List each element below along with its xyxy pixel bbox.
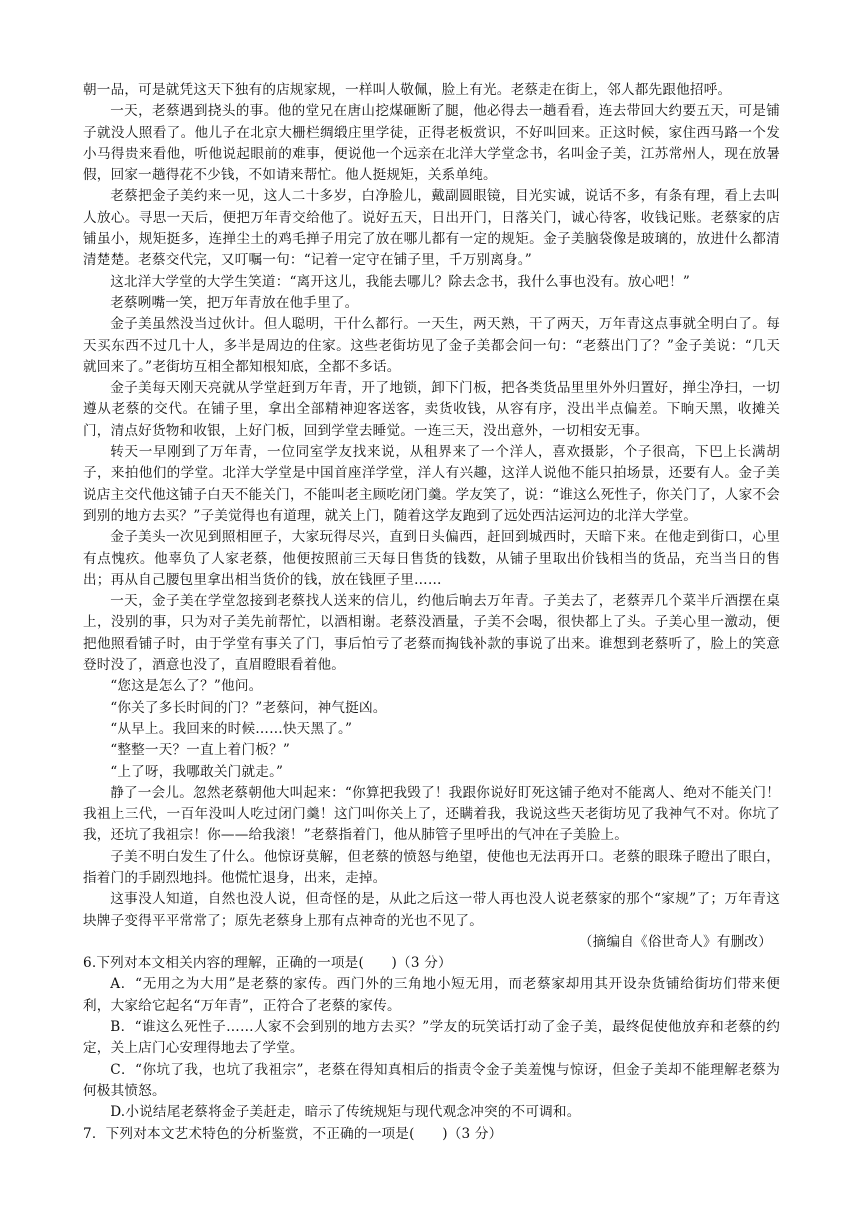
source-citation: （摘编自《俗世奇人》有删改）	[578, 933, 772, 950]
dialog-line-4: “整整一天？一直上着门板？”	[110, 742, 291, 759]
question-6-option-d: D.小说结尾老蔡将金子美赶走，暗示了传统规矩与现代观念冲突的不可调和。	[110, 1104, 581, 1121]
dialog-line-5: “上了呀，我哪敢关门就走。”	[110, 763, 284, 780]
question-7-stem: 7．下列对本文艺术特色的分析鉴赏，不正确的一项是( )（3 分）	[83, 1125, 503, 1142]
paragraph-15: 静了一会儿。忽然老蔡朝他大叫起来：“你算把我毁了！我跟你说好盯死这铺子绝对不能离人、绝对不能关门！我祖上三代，一百年没叫人吃过闭门羹！这门叫你关上了，还瞒着我，我说这些天老街坊见了我神气不对。你坑了我，还坑了我祖宗！你——给我滚！”老蔡指着门，他从肺管子里呼出的气冲在子美脸上。	[83, 784, 780, 844]
question-6-option-a: A．“无用之为大用”是老蔡的家传。西门外的三角地小短无用，而老蔡家却用其开设杂货铺给街坊们带来便利，大家给它起名“万年青”，正符合了老蔡的家传。	[83, 976, 780, 1014]
dialog-line-2: “你关了多长时间的门？”老蔡问，神气挺凶。	[110, 699, 387, 716]
question-6-stem: 6.下列对本文相关内容的理解，正确的一项是( )（3 分）	[83, 955, 452, 972]
paragraph-7: 转天一早刚到了万年青，一位同室学友找来说，从租界来了一个洋人，喜欢摄影，个子很高，下巴上长满胡子，来拍他们的学堂。北洋大学堂是中国首座洋学堂，洋人有兴趣，这洋人说他不能只拍场景，还要有人。金子美说店主交代他这铺子白天不能关门，不能叫老主顾吃闭门羹。学友笑了，说：“谁这么死性子，你关门了，人家不会到别的地方去买？”子美觉得也有道理，就关上门，随着这学友跑到了远处西沽运河边的北洋大学堂。	[83, 444, 780, 524]
paragraph-8: 金子美头一次见到照相匣子，大家玩得尽兴，直到日头偏西，赶回到城西时，天暗下来。在他走到街口，心里有点愧疚。他辜负了人家老蔡，他便按照前三天每日售货的钱数，从铺子里取出价钱相当的货品，充当当日的售出；再从自己腰包里拿出相当货价的钱，放在钱匣子里……	[83, 529, 780, 588]
paragraph-16: 子美不明白发生了什么。他惊讶莫解，但老蔡的愤怒与绝望，使他也无法再开口。老蔡的眼珠子瞪出了眼白，指着门的手剧烈地抖。他慌忙退身，出来，走掉。	[83, 848, 780, 886]
question-6-option-b: B．“谁这么死性子……人家不会到别的地方去买？”学友的玩笑话打动了金子美，最终促使他放弃和老蔡的约定，关上店门心安理得地去了学堂。	[83, 1019, 780, 1057]
paragraph-9: 一天，金子美在学堂忽接到老蔡找人送来的信儿，约他后晌去万年青。子美去了，老蔡弄几个菜半斤酒摆在桌上，没别的事，只为对子美先前帮忙，以酒相谢。老蔡没酒量，子美不会喝，很快都上了头。子美心里一激动，便把他照看铺子时，由于学堂有事关了门，事后怕亏了老蔡而掏钱补款的事说了出来。谁想到老蔡听了，脸上的笑意登时没了，酒意也没了，直眉瞪眼看着他。	[83, 593, 780, 674]
paragraph-4: 老蔡咧嘴一笑，把万年青放在他手里了。	[110, 294, 359, 311]
paragraph-5: 金子美虽然没当过伙计。但人聪明，干什么都行。一天生，两天熟，干了两天，万年青这点事就全明白了。每天买东西不过几十人，多半是周边的住家。这些老街坊见了金子美都会问一句：“老蔡出门了？”金子美说：“几天就回来了。”老街坊互相全都知根知底，全都不多话。	[83, 316, 780, 375]
paragraph-6: 金子美每天刚天亮就从学堂赶到万年青，开了地锁，卸下门板，把各类货品里里外外归置好，掸尘净扫，一切遵从老蔡的交代。在铺子里，拿出全部精神迎客送客，卖货收钱，从容有序，没出半点偏差。下晌天黑，收摊关门，清点好货物和收银，上好门板，回到学堂去睡觉。一连三天，没出意外，一切相安无事。	[83, 380, 780, 439]
dialog-line-1: “您这是怎么了？”他问。	[110, 678, 263, 695]
paragraph-3: 这北洋大学堂的大学生笑道：“离开这儿，我能去哪儿？除去念书，我什么事也没有。放心吧！”	[110, 273, 691, 290]
paragraph-17: 这事没人知道，自然也没人说，但奇怪的是，从此之后这一带人再也没人说老蔡家的那个“家规”了；万年青这块牌子变得平平常常了；原先老蔡身上那有点神奇的光也不见了。	[83, 891, 780, 929]
exam-page	[83, 80, 780, 1145]
paragraph-1: 一天，老蔡遇到挠头的事。他的堂兄在唐山挖煤砸断了腿，他必得去一趟看看，连去带回大约要五天，可是铺子就没人照看了。他儿子在北京大栅栏绸缎庄里学徒，正得老板赏识，不好叫回来。正这时候，家住西马路一个发小马得贵来看他，听他说起眼前的难事，便说他一个远亲在北洋大学堂念书，名叫金子美，江苏常州人，现在放暑假，回家一趟得花不少钱，不如请来帮忙。他人挺规矩，关系单纯。	[83, 103, 780, 184]
paragraph-0: 朝一品，可是就凭这天下独有的店规家规，一样叫人敬佩，脸上有光。老蔡走在街上，邻人都先跟他招呼。	[83, 82, 732, 98]
dialog-line-3: “从早上。我回来的时候……快天黑了。”	[110, 720, 353, 737]
paragraph-2: 老蔡把金子美约来一见，这人二十多岁，白净脸儿，戴副圆眼镜，目光实诚，说话不多，有条有理，看上去叫人放心。寻思一天后，便把万年青交给他了。说好五天，日出开门，日落关门，诚心待客，收钱记账。老蔡家的店铺虽小，规矩挺多，连掸尘土的鸡毛掸子用完了放在哪儿都有一定的规矩。金子美脑袋像是玻璃的，放进什么都清清楚楚。老蔡交代完，又叮嘱一句：“记着一定守在铺子里，千万别离身。”	[83, 188, 780, 269]
question-6-option-c: C．“你坑了我，也坑了我祖宗”，老蔡在得知真相后的指责令金子美羞愧与惊讶，但金子美却不能理解老蔡为何极其愤怒。	[83, 1061, 780, 1099]
